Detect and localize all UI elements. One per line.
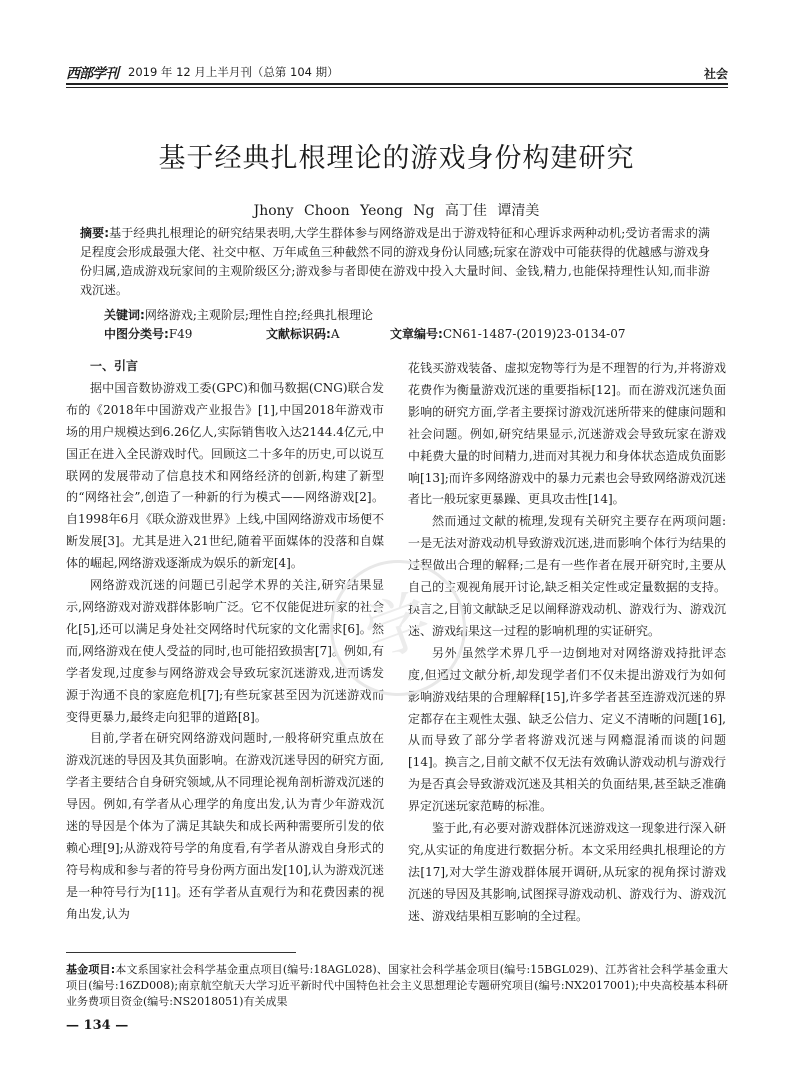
header-rule — [66, 83, 728, 85]
article-number-text: CN61-1487-(2019)23-0134-07 — [442, 327, 626, 341]
section-heading: 一、引言 — [90, 359, 139, 373]
paragraph: 目前,学者在研究网络游戏问题时,一般将研究重点放在游戏沉迷的导因及其负面影响。在游戏沉迷导因的研究方面,学者主要结合自身研究领域,从不同理论视角剖析游戏沉迷的导因。例如,有学者从心理学的角度出发,认为青少年游戏沉迷的导因是个体为了满足其缺失和成长两种需要所引发的依赖心理[9];从游戏符号学的角度看,有学者从游戏自身形式的符号构成和参与者的符号身份两方面出发[10],认为游戏沉迷是一种符号行为[11]。还有学者从直观行为和花费因素的视角出发,认为 — [66, 731, 384, 921]
paper-title: 基于经典扎根理论的游戏身份构建研究 — [158, 143, 635, 174]
section-label: 社会 — [703, 67, 728, 81]
paragraph: 据中国音数协游戏工委(GPC)和伽马数据(CNG)联合发布的《2018年中国游戏产业报告》[1],中国2018年游戏市场的用户规模达到6.26亿人,实际销售收入达2144.4亿元,中国正在进入全民游戏时代。回顾这二十多年的历史,可以说互联网的发展带动了信息技术和网络经济的创新,构建了新型的“网络社会”,创造了一种新的行为模式——网络游戏[2]。自1998年6月《联众游戏世界》上线,中国网络游戏市场便不断发展[3]。尤其是进入21世纪,随着平面媒体的没落和自媒体的崛起,网络游戏逐渐成为娱乐的新宠[4]。 — [66, 380, 384, 571]
footnote-label: 基金项目: — [66, 963, 116, 976]
issue-info: 2019 年 12 月上半月刊（总第 104 期） — [128, 65, 339, 79]
abstract — [80, 224, 710, 300]
doc-code — [266, 325, 339, 342]
classification-label: 中图分类号: — [104, 327, 169, 341]
body-column-right — [408, 358, 726, 928]
paragraph: 鉴于此,有必要对游戏群体沉迷游戏这一现象进行深入研究,从实证的角度进行数据分析。本文采用经典扎根理论的方法[17],对大学生游戏群体展开调研,从玩家的视角探讨游戏沉迷的导因及其影响,试图探寻游戏动机、游戏行为、游戏沉迷、游戏结果相互影响的全过程。 — [408, 821, 726, 923]
classification-text: F49 — [168, 327, 193, 341]
authors: Jhony Choon Yeong Ng 高丁佳 谭清美 — [253, 203, 540, 219]
paragraph: 然而通过文献的梳理,发现有关研究主要存在两项问题:一是无法对游戏动机导致游戏沉迷,进而影响个体行为结果的过程做出合理的解释;二是有一些作者在展开研究时,主要从自己的主观视角展开讨论,缺乏相关定性或定量数据的支持。换言之,目前文献缺乏足以阐释游戏动机、游戏行为、游戏沉迷、游戏结果这一过程的影响机理的实证研究。 — [408, 514, 726, 638]
body-column-left — [66, 356, 384, 926]
doc-code-text: A — [330, 327, 340, 341]
page-number: — 134 — — [66, 1018, 129, 1033]
running-header — [66, 62, 728, 84]
watermark-text: 学 — [355, 582, 441, 674]
keywords-label: 关键词: — [104, 308, 145, 322]
keywords-text: 网络游戏;主观阶层;理性自控;经典扎根理论 — [144, 308, 373, 322]
journal-logo: 西部学刊 — [66, 66, 118, 82]
funding-footnote — [66, 962, 728, 1010]
paragraph: 另外,虽然学术界几乎一边倒地对对网络游戏持批评态度,但通过文献分析,却发现学者们不仅未提出游戏行为如何影响游戏结果的合理解释[15],许多学者甚至连游戏沉迷的界定都存在主观性太强、缺乏公信力、定义不清晰的问题[16],从而导致了部分学者将游戏沉迷与网瘾混淆而谈的问题[14]。换言之,目前文献不仅无法有效确认游戏动机与游戏行为是否真会导致游戏沉迷及其相关的负面结果,甚至缺乏准确界定沉迷玩家范畴的标准。 — [408, 645, 726, 814]
header-rule-thin — [66, 87, 728, 88]
keywords — [104, 306, 373, 323]
article-number-label: 文章编号: — [390, 327, 443, 341]
article-number — [390, 325, 626, 342]
abstract-text: 基于经典扎根理论的研究结果表明,大学生群体参与网络游戏是出于游戏特征和心理诉求两种动机;受访者需求的满足程度会形成最强大佬、社交中枢、万年咸鱼三种截然不同的游戏身份认同感;玩家在游戏中可能获得的优越感与游戏身份归属,造成游戏玩家间的主观阶级区分;游戏参与者即使在游戏中投入大量时间、金钱,精力,也能保持理性认知,而非游戏沉迷。 — [80, 226, 710, 297]
paragraph: 网络游戏沉迷的问题已引起学术界的关注,研究结果显示,网络游戏对游戏群体影响广泛。它不仅能促进玩家的社会化[5],还可以满足身处社交网络时代玩家的文化需求[6]。然而,网络游戏在使人受益的同时,也可能招致损害[7]。例如,有学者发现,过度参与网络游戏会导致玩家沉迷游戏,进而诱发源于沟通不良的家庭危机[7];有些玩家甚至因为沉迷游戏而变得更暴力,最终走向犯罪的道路[8]。 — [66, 578, 384, 724]
abstract-label: 摘要: — [80, 226, 109, 240]
footnote-rule — [66, 952, 296, 953]
doc-code-label: 文献标识码: — [266, 327, 331, 341]
classification — [104, 325, 192, 342]
paragraph: 花钱买游戏装备、虚拟宠物等行为是不理智的行为,并将游戏花费作为衡量游戏沉迷的重要指标[12]。而在游戏沉迷负面影响的研究方面,学者主要探讨游戏沉迷所带来的健康问题和社会问题。例如,研究结果显示,沉迷游戏会导致玩家在游戏中耗费大量的时间精力,进而对其视力和身体状态造成负面影响[13];而许多网络游戏中的暴力元素也会导致网络游戏沉迷者比一般玩家更暴躁、更具攻击性[14]。 — [408, 361, 726, 507]
footnote-text: 本文系国家社会科学基金重点项目(编号:18AGL028)、国家社会科学基金项目(编号:15BGL029)、江苏省社会科学基金重大项目(编号:16ZD008);南京航空航天大学习近平新时代中国特色社会主义思想理论专题研究项目(编号:NX2017001);中央高校基本科研业务费项目资金(编号:NS2018051)有关成果 — [66, 963, 728, 1008]
